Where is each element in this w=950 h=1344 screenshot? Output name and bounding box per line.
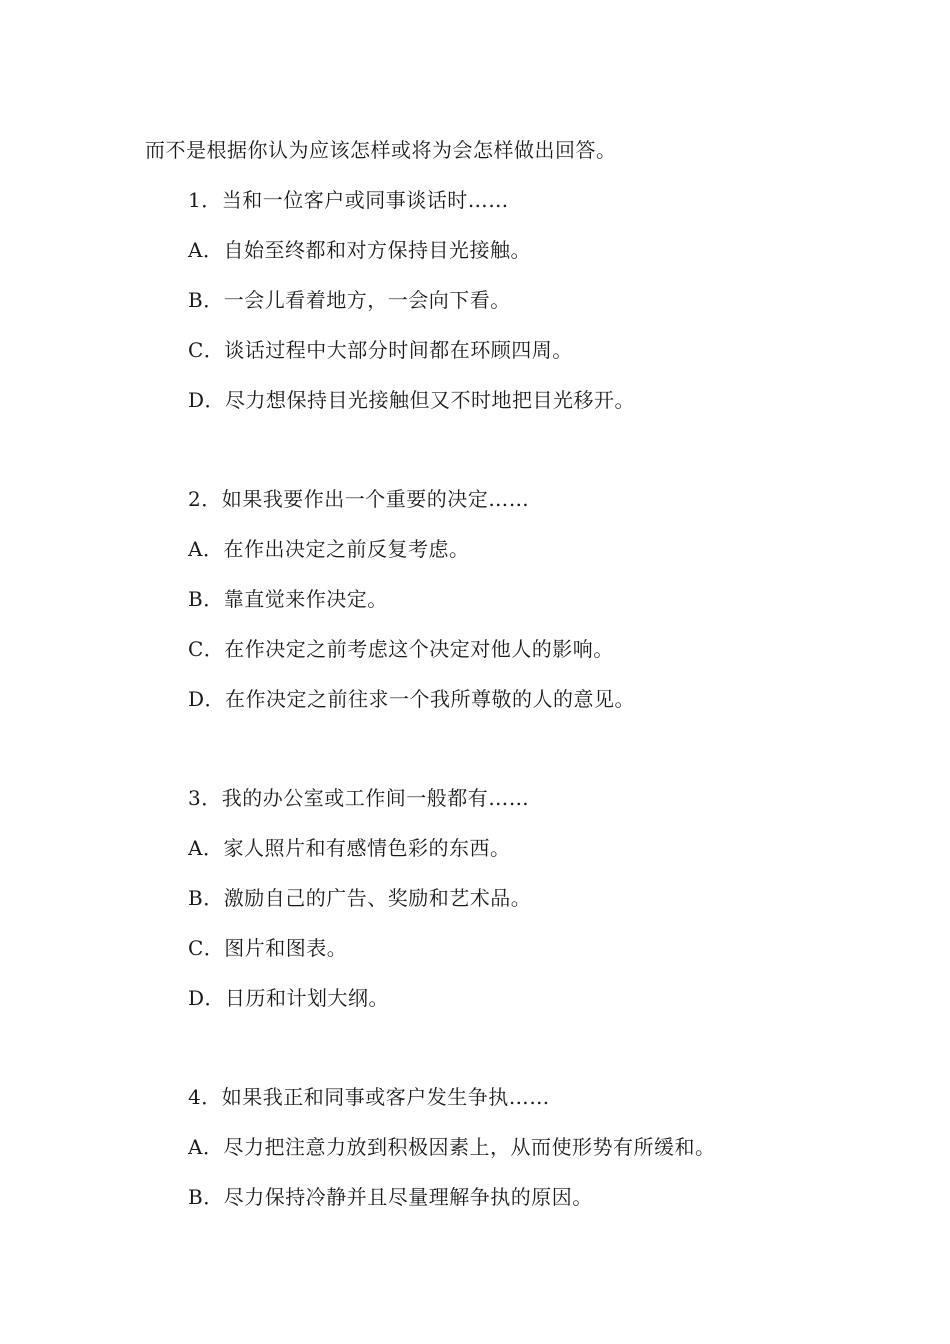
question-3-option-c: C．图片和图表。	[188, 936, 348, 960]
question-3-option-b: B．激励自己的广告、奖励和艺术品。	[188, 886, 532, 910]
question-2-option-b: B．靠直觉来作决定。	[188, 587, 388, 611]
intro-text: 而不是根据你认为应该怎样或将为会怎样做出回答。	[145, 138, 617, 162]
question-1-option-c: C．谈话过程中大部分时间都在环顾四周。	[188, 338, 573, 362]
question-4-option-b: B．尽力保持冷静并且尽量理解争执的原因。	[188, 1185, 593, 1209]
question-4-option-a: A．尽力把注意力放到积极因素上，从而使形势有所缓和。	[188, 1135, 716, 1159]
question-1-option-b: B．一会儿看着地方，一会向下看。	[188, 288, 511, 312]
question-1-stem: 1．当和一位客户或同事谈话时……	[188, 188, 509, 212]
question-2-stem: 2．如果我要作出一个重要的决定……	[188, 487, 530, 511]
question-1-option-a: A．自始至终都和对方保持目光接触。	[188, 238, 531, 262]
question-2-option-d: D．在作决定之前往求一个我所尊敬的人的意见。	[188, 687, 636, 711]
question-4-stem: 4．如果我正和同事或客户发生争执……	[188, 1085, 550, 1109]
question-1-option-d: D．尽力想保持目光接触但又不时地把目光移开。	[188, 388, 636, 412]
question-2-option-c: C．在作决定之前考虑这个决定对他人的影响。	[188, 637, 614, 661]
question-2-option-a: A．在作出决定之前反复考虑。	[188, 537, 470, 561]
question-3-stem: 3．我的办公室或工作间一般都有……	[188, 786, 530, 810]
question-3-option-a: A．家人照片和有感情色彩的东西。	[188, 836, 511, 860]
question-3-option-d: D．日历和计划大纲。	[188, 986, 390, 1010]
